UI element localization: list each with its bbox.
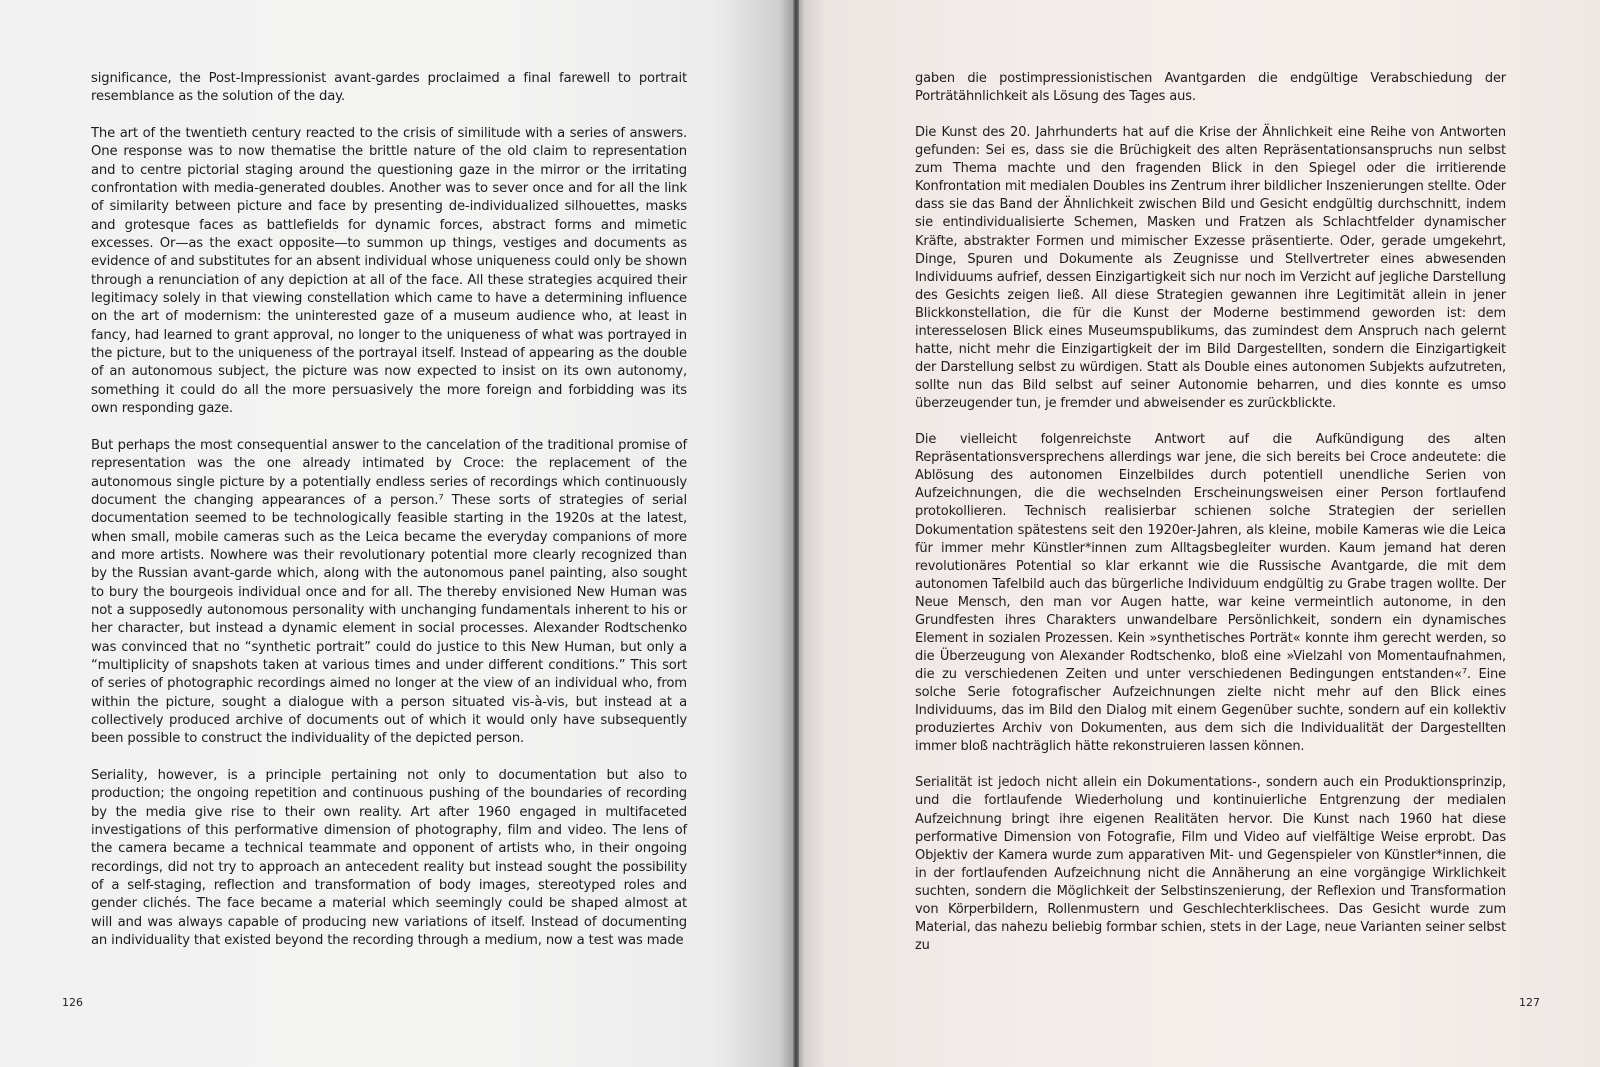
paragraph: gaben die postimpressionistischen Avantgarden die endgültige Verabschiedung der Porträtähnlichkeit als Lösung des Tages aus. <box>915 71 1506 105</box>
right-page <box>795 0 1600 1067</box>
paragraph: Die vielleicht folgenreichste Antwort auf die Aufkündigung des alten Repräsentationsversprechens allerdings war jene, die sich bereits bei Croce andeutete: die Ablösung des autonomen Einzelbildes durch potentiell unendliche Serien von Aufzeichnungen, die die wechselnden Erscheinungsweisen einer Person fortlaufend protokollieren. Technisch realisierbar schienen solche Strategien der seriellen Dokumentation spätestens seit den 1920er-Jahren, als kleine, mobile Kameras wie die Leica für immer mehr Künstler*innen zum Alltagsbegleiter wurden. Kaum jemand hat deren revolutionäres Potential so klar erkannt wie die Russische Avantgarde, die mit dem autonomen Tafelbild auch das bürgerliche Individuum endgültig zu Grabe tragen wollte. Der Neue Mensch, den man vor Augen hatte, war keine vermeintlich autonome, in den Grundfesten ihres Charakters unwandelbare Persönlichkeit, sondern ein dynamisches Element in sozialen Prozessen. Kein »synthetisches Porträt« konnte ihm gerecht werden, so die Überzeugung von Alexander Rodtschenko, bloß eine »Vielzahl von Momentaufnahmen, die zu verschiedenen Zeiten und unter verschiedenen Bedingungen entstanden«⁷. Eine solche Serie fotografischer Aufzeichnungen zielte nicht mehr auf den Blick eines Individuums, das im Bild den Dialog mit einem Gegenüber suchte, sondern auf ein kollektiv produziertes Archiv von Dokumenten, aus dem sich die Individualität der Dargestellten immer bloß nachträglich hätte rekonstruieren lassen können. <box>915 432 1506 755</box>
left-page-text <box>91 70 687 969</box>
paragraph: But perhaps the most consequential answer to the cancelation of the traditional promise of representation was the one already intimated by Croce: the replacement of the autonomous single picture by a potentially endless series of recordings which continuously document the changing appearances of a person.⁷ These sorts of strategies of serial documentation seemed to be technologically feasible starting in the 1920s at the latest, when small, mobile cameras such as the Leica became the everyday companions of more and more artists. Nowhere was their revolutionary potential more clearly recognized than by the Russian avant-garde which, along with the autonomous panel painting, also sought to bury the bourgeois individual once and for all. The thereby envisioned New Human was not a supposedly autonomous personality with unchanging fundamentals inherent to his or her character, but instead a dynamic element in social processes. Alexander Rodtschenko was convinced that no “synthetic portrait” could do justice to this New Human, but only a “multiplicity of snapshots taken at various times and under different conditions.” This sort of series of photographic recordings aimed no longer at the view of an individual who, from within the picture, sought a dialogue with a person situated vis-à-vis, but instead at a collectively produced archive of documents out of which it would only have subsequently been possible to construct the individuality of the depicted person. <box>91 437 687 747</box>
left-page <box>0 0 795 1067</box>
paragraph: Seriality, however, is a principle pertaining not only to documentation but also to production; the ongoing repetition and continuous pushing of the boundaries of recording by the media give rise to their own reality. Art after 1960 engaged in multifaceted investigations of this performative dimension of photography, film and video. The lens of the camera became a technical teammate and opponent of artists who, in their ongoing recordings, did not try to approach an antecedent reality but instead sought the possibility of a self-staging, reflection and transformation of body images, stereotyped roles and gender clichés. The face became a material which seemingly could be shaped almost at will and was always capable of producing new variations of itself. Instead of documenting an individuality that existed beyond the recording through a medium, now a test was made <box>91 768 687 949</box>
paragraph: significance, the Post-Impressionist avant-gardes proclaimed a final farewell to portrait resemblance as the solution of the day. <box>91 71 687 105</box>
page-number-right: 127 <box>1519 996 1540 1009</box>
paragraph: Die Kunst des 20. Jahrhunderts hat auf die Krise der Ähnlichkeit eine Reihe von Antworten gefunden: Sei es, dass sie die Brüchigkeit des alten Repräsentationsanspruchs nun selbst zum Thema machte und den fragenden Blick in den Spiegel oder die irritierende Konfrontation mit medialen Doubles ins Zentrum ihrer bildlicher Inszenierungen stellte. Oder dass sie das Band der Ähnlichkeit zwischen Bild und Gesicht endgültig durchschnitt, indem sie entindividualisierte Schemen, Masken und Fratzen als Schlachtfelder dynamischer Kräfte, abstrakter Formen und mimischer Exzesse präsentierte. Oder, gerade umgekehrt, Dinge, Spuren und Dokumente als Zeugnisse und Stellvertreter eines abwesenden Individuums aufrief, dessen Einzigartigkeit sich nur noch im Verzicht auf jegliche Darstellung des Gesichts zeigen ließ. All diese Strategien gewannen ihre Legitimität allein in jener Blickkonstellation, die für die Kunst der Moderne bestimmend geworden ist: dem interesselosen Blick eines Museumspublikums, das zumindest dem Anspruch nach gelernt hatte, nicht mehr die Einzigartigkeit der im Bild Dargestellten, sondern die Einzigartigkeit der Darstellung selbst zu würdigen. Statt als Double eines autonomen Subjekts aufzutreten, sollte nun das Bild selbst auf seiner Autonomie beharren, und dies konnte es umso überzeugender tun, je fremder und abweisender es zurückblickte. <box>915 125 1506 412</box>
paragraph: The art of the twentieth century reacted to the crisis of similitude with a series of answers. One response was to now thematise the brittle nature of the old claim to representation and to centre pictorial staging around the questioning gaze in the mirror or the irritating confrontation with media-generated doubles. Another was to sever once and for all the link of similarity between picture and face by presenting de-individualized silhouettes, masks and grotesque faces as battlefields for dynamic forces, abstract forms and mimetic excesses. Or—as the exact opposite—to summon up things, vestiges and documents as evidence of and substitutes for an absent individual whose uniqueness could only be shown through a renunciation of any depiction at all of the face. All these strategies acquired their legitimacy solely in that viewing constellation which came to have a determining influence on the art of modernism: the uninterested gaze of a museum audience who, at least in fancy, had learned to grant approval, no longer to the uniqueness of what was portrayed in the picture, but to the uniqueness of the portrayal itself. Instead of appearing as the double of an autonomous subject, the picture was now expected to insist on its own autonomy, something it could do all the more persuasively the more foreign and forbidding was its own responding gaze. <box>91 126 687 417</box>
page-number-left: 126 <box>62 996 83 1009</box>
book-gutter <box>793 0 799 1067</box>
right-page-text <box>915 70 1506 973</box>
paragraph: Serialität ist jedoch nicht allein ein Dokumentations-, sondern auch ein Produktionsprinzip, und die fortlaufende Wiederholung und kontinuierliche Entgrenzung der medialen Aufzeichnung bringt ihre eigenen Realitäten hervor. Die Kunst nach 1960 hat diese performative Dimension von Fotografie, Film und Video auf vielfältige Weise erprobt. Das Objektiv der Kamera wurde zum apparativen Mit- und Gegenspieler von Künstler*innen, die in der fortlaufenden Aufzeichnung nicht die Annäherung an eine vorgängige Wirklichkeit suchten, sondern die Möglichkeit der Selbstinszenierung, der Reflexion und Transformation von Körperbildern, Rollenmustern und Geschlechterklischees. Das Gesicht wurde zum Material, das nahezu beliebig formbar schien, stets in der Lage, neue Varianten seiner selbst zu <box>915 775 1506 953</box>
